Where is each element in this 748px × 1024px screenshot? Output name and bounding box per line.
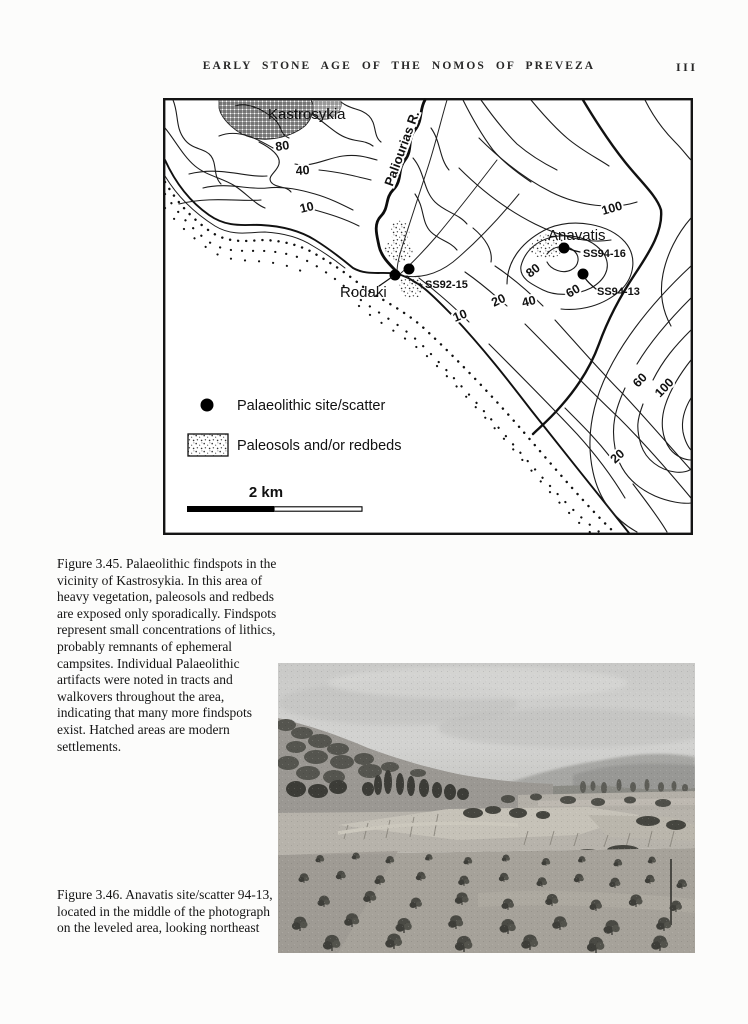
contour-label-anavatis-80: 80 xyxy=(523,260,543,281)
page-number: III xyxy=(676,60,698,74)
contour-label-anavatis-40: 40 xyxy=(520,292,538,310)
map-figure-3-45 xyxy=(163,98,693,535)
scale-bar-white-half xyxy=(274,507,362,511)
label-anavatis: Anavatis xyxy=(548,227,606,244)
contour-map xyxy=(163,98,693,535)
site-dot-ss94-13 xyxy=(578,269,589,280)
contour-label-north-100: 100 xyxy=(599,198,624,218)
contour-label-west-80: 80 xyxy=(274,138,291,154)
legend-site-dot-icon xyxy=(201,399,214,412)
map-border xyxy=(164,99,692,534)
contour-label-anavatis-10: 10 xyxy=(450,306,470,325)
label-ss94-13: SS94-13 xyxy=(597,286,640,298)
label-rodaki: Rodaki xyxy=(340,284,387,301)
legend-paleosol-label: Paleosols and/or redbeds xyxy=(237,438,402,454)
running-head: EARLY STONE AGE OF THE NOMOS OF PREVEZA xyxy=(202,60,596,72)
label-ss92-15: SS92-15 xyxy=(425,279,468,291)
label-ss94-16: SS94-16 xyxy=(583,248,626,260)
contour-label-west-10: 10 xyxy=(298,198,316,216)
caption-figure-3-46: Figure 3.46. Anavatis site/scatter 94-13, located in the middle of the photograph on the leveled area, looking northeast xyxy=(57,887,273,936)
caption-figure-3-45: Figure 3.45. Palaeolithic findspots in the vicinity of Kastrosykia. In this area of heavy vegetation, paleosols and redbeds are exposed only sporadically. Findspots represent small concentrations of lithics, probably remnants of ephemeral campsites. Individual Palaeolithic artifacts were noted in tracts and walkovers throughout the area, indicating that many more findspots exist. Hatched areas are modern settlements. xyxy=(57,556,277,754)
photo-grain-overlay xyxy=(278,663,695,953)
contour-label-southeast-100: 100 xyxy=(652,375,677,401)
legend-paleosol-swatch-icon xyxy=(188,434,228,456)
contour-label-southeast-20: 20 xyxy=(607,446,628,467)
contour-label-west-40: 40 xyxy=(295,163,311,178)
site-dot-ss94-16 xyxy=(559,243,570,254)
site-dot-rodaki-2 xyxy=(404,264,415,275)
scale-bar-black-half xyxy=(187,506,274,512)
label-kastrosykia: Kastrosykia xyxy=(268,106,346,123)
photo-figure-3-46 xyxy=(278,663,695,953)
contour-label-anavatis-60: 60 xyxy=(563,281,583,301)
site-dot-rodaki-1 xyxy=(390,270,401,281)
contour-label-anavatis-20: 20 xyxy=(489,291,508,310)
contour-label-southeast-60: 60 xyxy=(630,370,650,391)
legend-site-label: Palaeolithic site/scatter xyxy=(237,398,386,414)
landscape-photo xyxy=(278,663,695,953)
label-paliourias-river: Paliourias R. xyxy=(381,108,423,189)
scale-bar-label: 2 km xyxy=(248,484,284,501)
